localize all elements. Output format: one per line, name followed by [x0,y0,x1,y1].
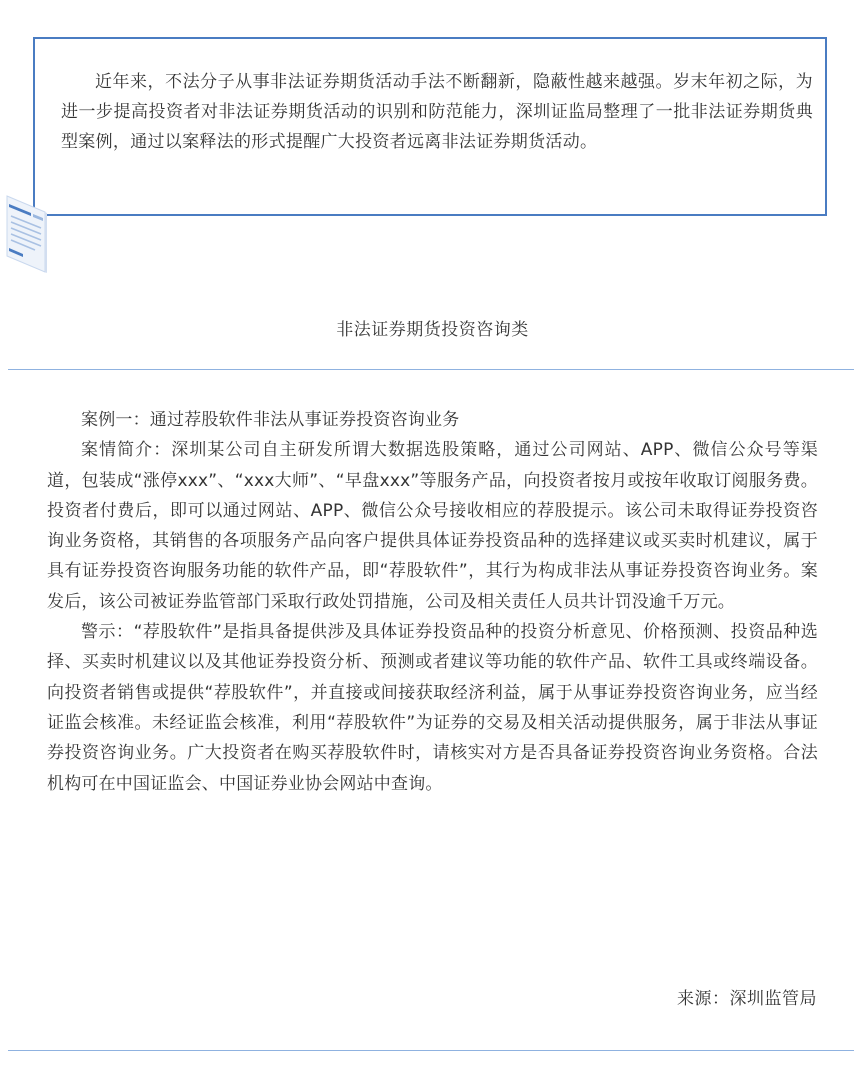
case-warning: 警示：“荐股软件”是指具备提供涉及具体证券投资品种的投资分析意见、价格预测、投资品种选择、买卖时机建议以及其他证券投资分析、预测或者建议等功能的软件产品、软件工具或终端设备。向投资者销售或提供“荐股软件”，并直接或间接获取经济利益，属于从事证券投资咨询业务，应当经证监会核准。未经证监会核准，利用“荐股软件”为证券的交易及相关活动提供服务，属于非法从事证券投资咨询业务。广大投资者在购买荐股软件时，请核实对方是否具备证券投资咨询业务资格。合法机构可在中国证监会、中国证券业协会网站中查询。 [47,622,818,794]
section-divider [8,369,854,370]
intro-text: 近年来，不法分子从事非法证券期货活动手法不断翻新，隐蔽性越来越强。岁末年初之际，为进一步提高投资者对非法证券期货活动的识别和防范能力，深圳证监局整理了一批非法证券期货典型案例，通过以案释法的形式提醒广大投资者远离非法证券期货活动。 [61,72,813,152]
footer-divider [8,1050,854,1051]
source-label: 来源：深圳监管局 [677,989,817,1009]
case-summary: 案情简介：深圳某公司自主研发所谓大数据选股策略，通过公司网站、APP、微信公众号等渠道，包装成“涨停xxx”、“xxx大师”、“早盘xxx”等服务产品，向投资者按月或按年收取订阅服务费。投资者付费后，即可以通过网站、APP、微信公众号接收相应的荐股提示。该公司未取得证券投资咨询业务资格，其销售的各项服务产品向客户提供具体证券投资品种的选择建议或买卖时机建议，属于具有证券投资咨询服务功能的软件产品，即“荐股软件”，其行为构成非法从事证券投资咨询业务。案发后，该公司被证券监管部门采取行政处罚措施，公司及相关责任人员共计罚没逾千万元。 [47,440,818,612]
section-title: 非法证券期货投资咨询类 [336,320,529,340]
case-body [47,405,818,799]
document-icon [5,192,49,274]
intro-box [33,37,827,216]
case-heading: 案例一：通过荐股软件非法从事证券投资咨询业务 [81,410,460,430]
